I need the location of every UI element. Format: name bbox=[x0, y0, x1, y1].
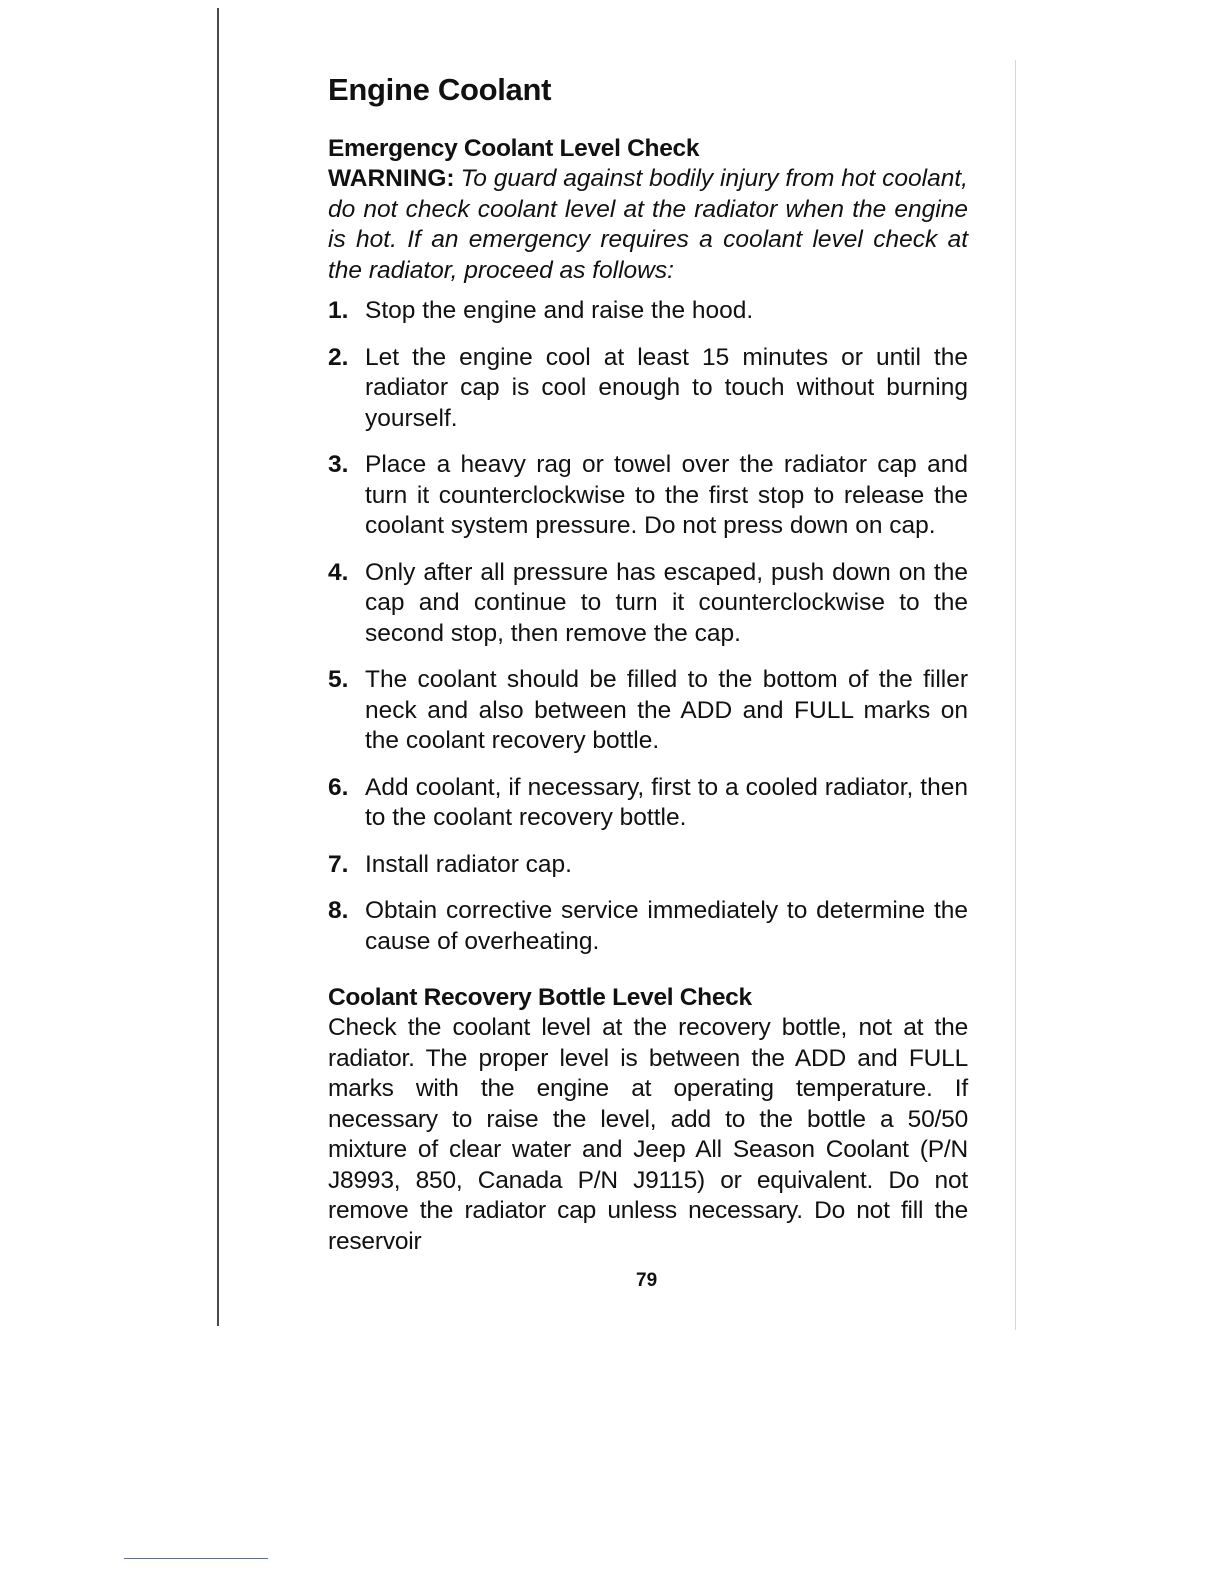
step-item bbox=[328, 558, 968, 650]
scan-binding-edge bbox=[217, 8, 219, 1326]
step-item bbox=[328, 296, 968, 327]
step-text: Only after all pressure has escaped, push down on the cap and continue to turn it counterclockwise to the second stop, then remove the cap. bbox=[365, 558, 968, 647]
warning-label: WARNING: bbox=[328, 165, 455, 192]
step-item bbox=[328, 773, 968, 834]
step-number: 1. bbox=[328, 297, 349, 324]
step-text: Install radiator cap. bbox=[365, 850, 572, 878]
recovery-check-section bbox=[328, 983, 968, 1257]
scan-page-edge bbox=[1015, 60, 1016, 1330]
step-number: 7. bbox=[328, 850, 349, 878]
page-number: 79 bbox=[636, 1270, 658, 1291]
footnote-rule bbox=[124, 1558, 268, 1559]
step-number: 6. bbox=[328, 773, 349, 801]
step-item bbox=[328, 665, 968, 757]
warning-text: To guard against bodily injury from hot coolant, do not check coolant level at the radiator when the engine is hot. If an emergency requires a coolant level check at the radiator, proceed as follows: bbox=[328, 165, 968, 284]
step-number: 2. bbox=[328, 343, 349, 371]
procedure-steps bbox=[328, 296, 968, 957]
step-text: Obtain corrective service immediately to determine the cause of overheating. bbox=[365, 897, 968, 955]
recovery-check-body: Check the coolant level at the recovery bottle, not at the radiator. The proper level is between the ADD and FULL marks with the engine at operating temperature. If necessary to raise the level, add to the bottle a 50/50 mixture of clear water and Jeep All Season Coolant (P/N J8993, 850, Canada P/N J9115) or equivalent. Do not remove the radiator cap unless necessary. Do not fill the reservoir bbox=[328, 1014, 968, 1255]
emergency-check-heading: Emergency Coolant Level Check bbox=[328, 135, 700, 162]
step-text: The coolant should be filled to the bottom of the filler neck and also between the ADD and FULL marks on the coolant recovery bottle. bbox=[365, 666, 968, 754]
step-text: Place a heavy rag or towel over the radiator cap and turn it counterclockwise to the first stop to release the coolant system pressure. Do not press down on cap. bbox=[365, 451, 968, 539]
step-item bbox=[328, 343, 968, 435]
step-item bbox=[328, 896, 968, 957]
step-item bbox=[328, 450, 968, 542]
step-text: Add coolant, if necessary, first to a cooled radiator, then to the coolant recovery bottle. bbox=[365, 773, 968, 831]
manual-page bbox=[328, 70, 968, 1257]
recovery-check-heading: Coolant Recovery Bottle Level Check bbox=[328, 984, 752, 1011]
page-title: Engine Coolant bbox=[328, 72, 552, 107]
step-text: Let the engine cool at least 15 minutes or until the radiator cap is cool enough to touch without burning yourself. bbox=[365, 343, 968, 432]
step-number: 3. bbox=[328, 451, 349, 478]
step-number: 8. bbox=[328, 897, 349, 924]
step-item bbox=[328, 850, 968, 881]
step-number: 5. bbox=[328, 666, 349, 693]
step-text: Stop the engine and raise the hood. bbox=[365, 297, 754, 324]
emergency-check-section bbox=[328, 134, 968, 957]
warning-paragraph bbox=[328, 164, 968, 286]
step-number: 4. bbox=[328, 558, 349, 586]
